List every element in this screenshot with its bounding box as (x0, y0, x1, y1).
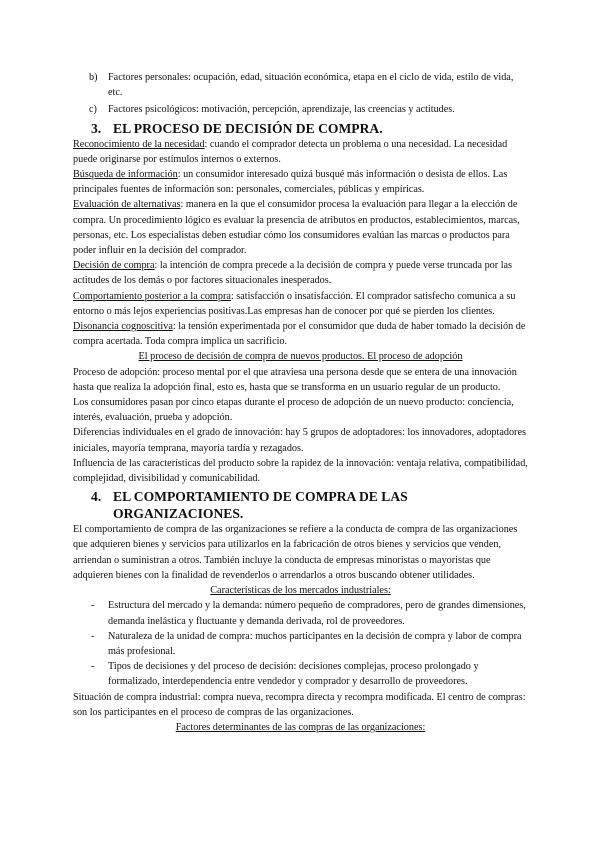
list-marker: c) (89, 104, 97, 116)
paragraph-need-recognition (73, 137, 528, 167)
list-marker: - (91, 630, 95, 642)
section-4-heading (73, 488, 528, 522)
paragraph-text: : la tensión experimentada por el consumidor que duda de haber tomado la decisión de compra acertada. Toda compra implica un sacrificio. (73, 321, 526, 348)
term-label: Decisión de compra (73, 260, 155, 272)
section-number: 3. (91, 120, 102, 136)
subheading-adoption: El proceso de decisión de compra de nuevos productos. El proceso de adopción (138, 351, 463, 363)
section-title: EL PROCESO DE DECISIÓN DE COMPRA. (113, 120, 383, 136)
paragraph-text: : la intención de compra precede a la decisión de compra y puede verse truncada por las actitudes de los demás o por factores situacionales inesperados. (73, 260, 513, 287)
list-item-market-structure (73, 598, 528, 628)
paragraph-cognitive-dissonance (73, 319, 528, 349)
paragraph-innovation-differences: Diferencias individuales en el grado de innovación: hay 5 grupos de adoptadores: los innovadores, adoptadores iniciales, mayoría temprana, mayoría tardía y rezagados. (73, 427, 526, 454)
list-item-text: Estructura del mercado y la demanda: número pequeño de compradores, pero de grandes dimensiones, demanda inelástica y fluctuante y demanda derivada, rol de proveedores. (108, 600, 526, 627)
paragraph-information-search (73, 167, 528, 197)
subheading-industrial-markets: Características de los mercados industriales: (210, 585, 391, 597)
term-label: Disonancia cognoscitiva (73, 321, 173, 333)
paragraph-industrial-buying-situation: Situación de compra industrial: compra nueva, recompra directa y recompra modificada. El centro de compras: son los participantes en el proceso de compras de las organizaciones. (73, 691, 526, 718)
subheading-determining-factors: Factores determinantes de las compras de las organizaciones: (175, 721, 426, 733)
list-item-text: Naturaleza de la unidad de compra: muchos participantes en la decisión de compra y labor de compra más profesional. (108, 630, 522, 657)
list-item-text: Tipos de decisiones y del proceso de decisión: decisiones complejas, proceso prolongado y formalizado, interdependencia entre vendedor y comprador y desarrollo de proveedores. (108, 661, 479, 688)
list-marker: - (91, 600, 95, 612)
paragraph-adoption-stages: Los consumidores pasan por cinco etapas durante el proceso de adopción de un nuevo producto: conciencia, interés, evaluación, prueba y adopción. (73, 397, 514, 424)
list-item-text: Factores personales: ocupación, edad, situación económica, etapa en el ciclo de vida, estilo de vida, etc. (108, 72, 514, 99)
paragraph-purchase-decision (73, 258, 528, 288)
paragraph-alternative-evaluation (73, 197, 528, 258)
paragraph-post-purchase (73, 289, 528, 319)
term-label: Reconocimiento de la necesidad (73, 138, 205, 150)
list-item-text: Factores psicológicos: motivación, percepción, aprendizaje, las creencias y actitudes. (108, 104, 455, 116)
section-number: 4. (91, 489, 102, 505)
paragraph-text: : manera en la que el consumidor procesa la evaluación para llegar a la elección de compra. Un procedimiento lógico es evaluar la presencia de atributos en productos, establecimientos, marcas, personas, etc. Los especialistas deben estudiar cómo los consumidores evalúan las marcas o productos para poder influir en la decisión del comprador. (73, 199, 520, 257)
paragraph-text: : satisfacción o insatisfacción. El comprador satisfecho comunica a su entorno o más lejos experiencias positivas.Las empresas han de conocer por qué se pierden los clientes. (73, 290, 516, 317)
paragraph-text: : cuando el comprador detecta un problema o una necesidad. La necesidad puede originarse por estímulos internos o externos. (73, 138, 508, 165)
list-item-psychological-factors (73, 102, 528, 117)
paragraph-text: : un consumidor interesado quizá busqué más información o desista de ellos. Las principales fuentes de información son: personales, comerciales, públicas y empíricas. (73, 169, 508, 196)
list-marker: b) (89, 72, 98, 83)
section-3-heading (73, 120, 528, 137)
list-item-buying-unit (73, 629, 528, 659)
paragraph-adoption-process: Proceso de adopción: proceso mental por el que atraviesa una persona desde que se entera de una innovación hasta que realiza la adopción final, esto es, hasta que se transforma en un usuario regular de un producto. (73, 366, 517, 393)
paragraph-organizational-intro: El comportamiento de compra de las organizaciones se refiere a la conducta de compra de las organizaciones que adquieren bienes y servicios para utilizarlos en la fabricación de otros bienes y servicios que venden, arriendan o suministran a otros. También incluye la conducta de empresas minoristas o mayoristas que adquieren bienes con la finalidad de revenderlos o arrendarlos a otros buscando obtener utilidades. (73, 524, 518, 581)
list-marker: - (91, 661, 95, 673)
term-label: Búsqueda de información (73, 169, 178, 181)
list-item-decision-types (73, 659, 528, 689)
section-title-line-1: EL COMPORTAMIENTO DE COMPRA DE LAS (113, 489, 408, 505)
paragraph-product-characteristics: Influencia de las características del producto sobre la rapidez de la innovación: ventaja relativa, compatibilidad, complejidad, divisibilidad y comunicabilidad. (73, 457, 528, 485)
page-content (73, 70, 528, 735)
list-item-personal-factors (73, 70, 528, 100)
section-title-line-2: ORGANIZACIONES. (113, 506, 244, 522)
term-label: Comportamiento posterior a la compra (73, 290, 231, 302)
term-label: Evaluación de alternativas (73, 199, 181, 211)
